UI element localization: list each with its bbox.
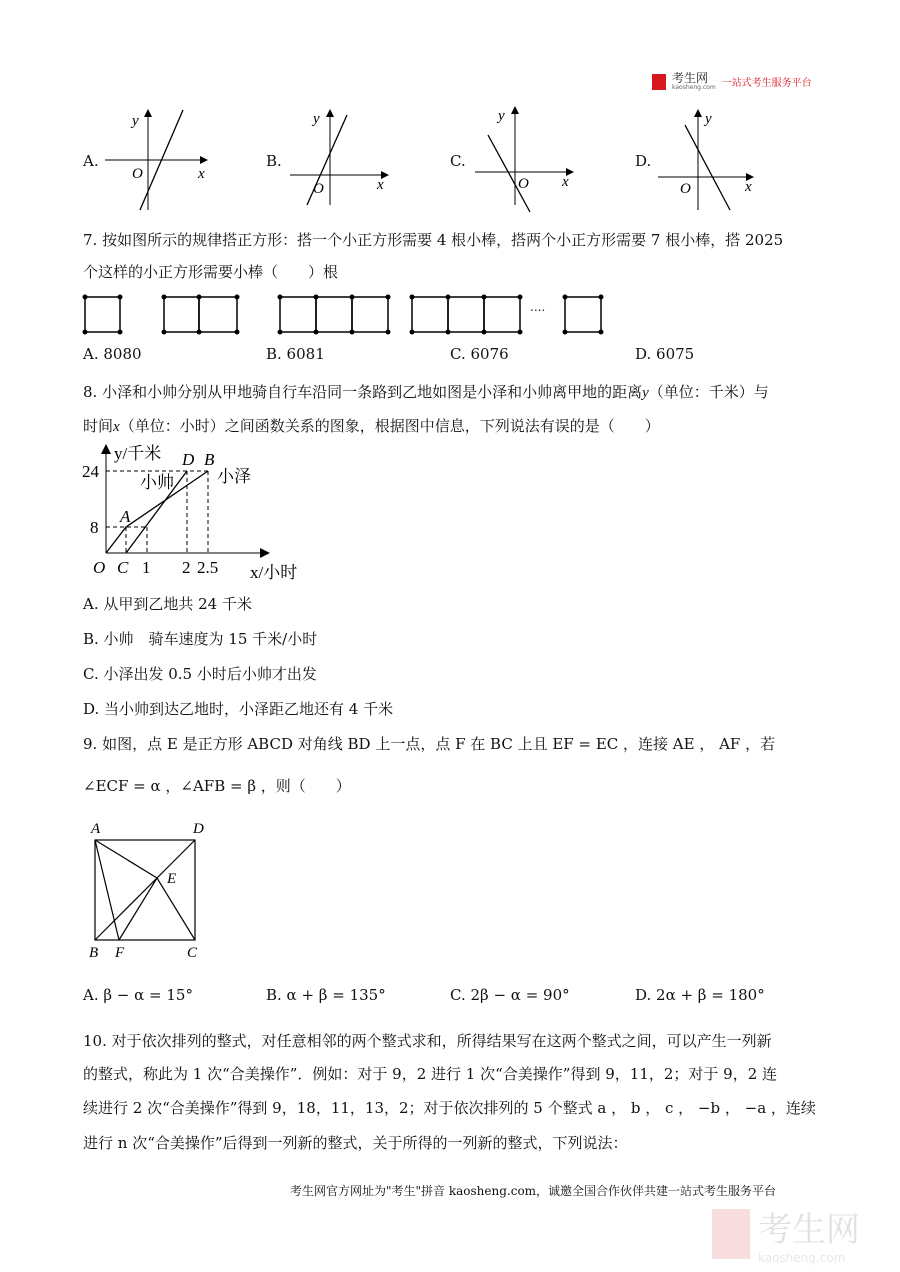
vertex-b-label: B	[89, 945, 99, 961]
q6-option-d-label: D.	[635, 152, 652, 170]
watermark-mark-icon	[712, 1209, 750, 1259]
vertex-d-label: D	[193, 821, 204, 837]
watermark-logo	[712, 1202, 860, 1265]
origin-label: O	[93, 558, 106, 577]
q10-text-line1: 10. 对于依次排列的整式，对任意相邻的两个整式求和，所得结果写在这两个整式之间，可以产生一列新	[83, 1032, 772, 1050]
q8-option-d: D. 当小帅到达乙地时，小泽距乙地还有 4 千米	[83, 700, 394, 718]
q10-text-line3: 续进行 2 次“合美操作”得到 9，18，11，13，2；对于依次排列的 5 个整式 a ， b ， c ， −b ， −a ，连续	[83, 1099, 816, 1117]
q10-text-line4: 进行 n 次“合美操作”后得到一列新的整式，关于所得的一列新的整式，下列说法：	[83, 1134, 628, 1152]
y-tick-8: 8	[90, 518, 99, 537]
q6-graph-b	[285, 105, 405, 215]
q9-text-line2: ∠ECF = α ，∠AFB = β ，则（ ）	[83, 777, 351, 795]
q8-text-line2	[83, 415, 660, 436]
q7-ellipsis: ....	[530, 300, 546, 314]
q8-text-line1	[83, 381, 769, 402]
q7-option-d: D. 6075	[635, 345, 695, 363]
x-tick-2: 2	[182, 558, 191, 577]
point-f-label: F	[115, 945, 125, 961]
q6-graph-c	[470, 100, 590, 215]
q6-option-c-label: C.	[450, 152, 466, 170]
q10-text-line2: 的整式，称此为 1 次“合美操作”．例如：对于 9，2 进行 1 次“合美操作”得到 9，11，2；对于 9，2 连	[83, 1065, 778, 1083]
q7-squares-figure	[80, 292, 620, 337]
q8-option-c: C. 小泽出发 0.5 小时后小帅才出发	[83, 665, 317, 683]
logo-domain: kaosheng.com	[672, 84, 716, 91]
header-slogan: 一站式考生服务平台	[721, 78, 812, 89]
svg-text:y: y	[705, 111, 712, 127]
svg-text:y: y	[498, 108, 505, 124]
watermark-domain: kaosheng.com	[758, 1251, 846, 1265]
x-tick-1: 1	[142, 558, 151, 577]
q8-line1-part: 8. 小泽和小帅分别从甲地骑自行车沿同一条路到乙地如图是小泽和小帅离甲地的距离	[83, 383, 643, 401]
q9-option-a: A. β − α = 15°	[83, 986, 193, 1004]
q8-var-x: x	[113, 419, 120, 435]
q7-option-a: A. 8080	[83, 345, 142, 363]
point-a-label: A	[120, 507, 131, 526]
y-axis-label: y/千米	[114, 444, 162, 463]
line-label-xiaoze: 小泽	[217, 467, 251, 486]
point-b-label: B	[204, 450, 215, 469]
x-tick-2-5: 2.5	[197, 558, 219, 577]
q7-option-c: C. 6076	[450, 345, 509, 363]
q9-text-line1: 9. 如图，点 E 是正方形 ABCD 对角线 BD 上一点，点 F 在 BC 上且 EF = EC ，连接 AE ， AF ，若	[83, 735, 776, 753]
svg-text:x: x	[377, 177, 384, 193]
y-tick-24: 24	[82, 462, 99, 481]
header-logo	[652, 72, 812, 91]
watermark-name: 考生网	[758, 1210, 860, 1250]
x-axis-label: x/小时	[250, 563, 298, 582]
svg-text:O: O	[518, 176, 529, 192]
q9-option-d: D. 2α + β = 180°	[635, 986, 765, 1004]
svg-text:O: O	[132, 166, 143, 182]
footer-text: 考生网官方网址为"考生"拼音 kaosheng.com，诚邀全国合作伙伴共建一站式考生服务平台	[290, 1184, 777, 1198]
vertex-a-label: A	[91, 821, 101, 837]
q8-line1-part2: （单位：千米）与	[648, 383, 769, 401]
q6-graph-a	[100, 105, 220, 215]
q9-option-c: C. 2β − α = 90°	[450, 986, 570, 1004]
q6-graph-d	[655, 105, 775, 215]
svg-text:O: O	[313, 181, 324, 197]
q8-option-a: A. 从甲到乙地共 24 千米	[83, 595, 252, 613]
svg-text:x: x	[562, 174, 569, 190]
point-d-label: D	[182, 450, 195, 469]
q8-option-b: B. 小帅 骑车速度为 15 千米/小时	[83, 630, 318, 648]
svg-text:O: O	[680, 181, 691, 197]
line-label-xiaoshuai: 小帅	[140, 473, 174, 492]
q8-line2-part2: （单位：小时）之间函数关系的图象，根据图中信息，下列说法有误的是（ ）	[119, 417, 660, 435]
point-e-label: E	[167, 871, 177, 887]
q9-square-figure	[85, 815, 215, 965]
logo-mark-icon	[652, 74, 666, 90]
q7-text-line2: 个这样的小正方形需要小棒（ ）根	[83, 263, 339, 281]
logo-name: 考生网	[672, 71, 709, 85]
vertex-c-label: C	[187, 945, 198, 961]
q8-var-y: y	[642, 385, 649, 401]
q8-line2-part: 时间	[83, 417, 114, 435]
svg-text:x: x	[198, 166, 205, 182]
q6-option-a-label: A.	[83, 152, 99, 170]
q9-option-b: B. α + β = 135°	[266, 986, 386, 1004]
q8-distance-time-graph	[80, 440, 320, 590]
q7-text-line1: 7. 按如图所示的规律搭正方形：搭一个小正方形需要 4 根小棒，搭两个小正方形需要 7 根小棒，搭 2025	[83, 231, 784, 249]
svg-text:y: y	[313, 111, 320, 127]
q7-option-b: B. 6081	[266, 345, 325, 363]
point-c-label: C	[117, 558, 129, 577]
svg-text:y: y	[132, 113, 139, 129]
svg-text:x: x	[745, 179, 752, 195]
q6-option-b-label: B.	[266, 152, 282, 170]
